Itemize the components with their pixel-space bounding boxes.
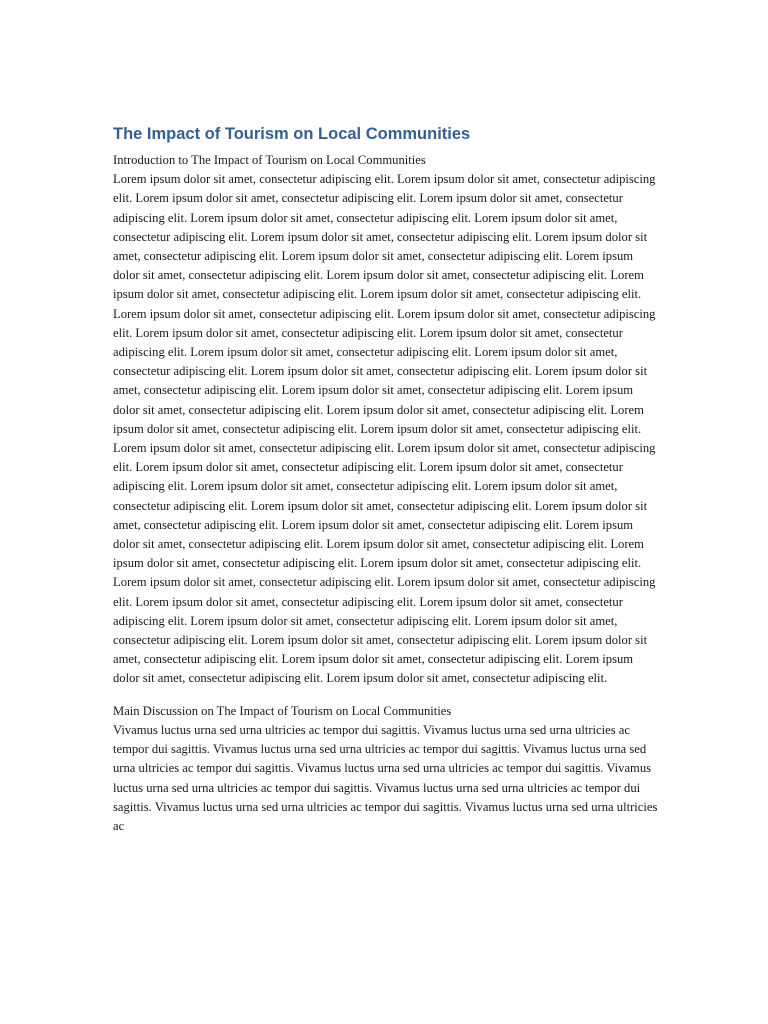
main-discussion-body: Vivamus luctus urna sed urna ultricies ac tempor dui sagittis. Vivamus luctus urna sed urna ultricies ac tempor dui sagittis. Vivamus luctus urna sed urna ultricies ac tempor dui sagittis. Vivamus luctus urna sed urna ultricies ac tempor dui sagittis. Vivamus luctus urna sed urna ultricies ac tempor dui sagittis. Vivamus luctus urna sed urna ultricies ac tempor dui sagittis. Vivamus luctus urna sed urna ultricies ac tempor dui sagittis. Vivamus luctus urna sed urna ultricies ac tempor dui sagittis. Vivamus luctus urna sed urna ultricies ac (113, 722, 658, 833)
section-spacer (113, 689, 658, 702)
intro-section (113, 151, 658, 689)
document-page (113, 123, 658, 836)
main-discussion-heading: Main Discussion on The Impact of Tourism on Local Communities (113, 703, 452, 718)
intro-body: Lorem ipsum dolor sit amet, consectetur adipiscing elit. Lorem ipsum dolor sit amet, consectetur adipiscing elit. Lorem ipsum dolor sit amet, consectetur adipiscing elit. Lorem ipsum dolor sit amet, consectetur adipiscing elit. Lorem ipsum dolor sit amet, consectetur adipiscing elit. Lorem ipsum dolor sit amet, consectetur adipiscing elit. Lorem ipsum dolor sit amet, consectetur adipiscing elit. Lorem ipsum dolor sit amet, consectetur adipiscing elit. Lorem ipsum dolor sit amet, consectetur adipiscing elit. Lorem ipsum dolor sit amet, consectetur adipiscing elit. Lorem ipsum dolor sit amet, consectetur adipiscing elit. Lorem ipsum dolor sit amet, consectetur adipiscing elit. Lorem ipsum dolor sit amet, consectetur adipiscing elit. Lorem ipsum dolor sit amet, consectetur adipiscing elit. Lorem ipsum dolor sit amet, consectetur adipiscing elit. Lorem ipsum dolor sit amet, consectetur adipiscing elit. Lorem ipsum dolor sit amet, consectetur adipiscing elit. Lorem ipsum dolor sit amet, consectetur adipiscing elit. Lorem ipsum dolor sit amet, consectetur adipiscing elit. Lorem ipsum dolor sit amet, consectetur adipiscing elit. Lorem ipsum dolor sit amet, consectetur adipiscing elit. Lorem ipsum dolor sit amet, consectetur adipiscing elit. Lorem ipsum dolor sit amet, consectetur adipiscing elit. Lorem ipsum dolor sit amet, consectetur adipiscing elit. Lorem ipsum dolor sit amet, consectetur adipiscing elit. Lorem ipsum dolor sit amet, consectetur adipiscing elit. Lorem ipsum dolor sit amet, consectetur adipiscing elit. Lorem ipsum dolor sit amet, consectetur adipiscing elit. Lorem ipsum dolor sit amet, consectetur adipiscing elit. Lorem ipsum dolor sit amet, consectetur adipiscing elit. Lorem ipsum dolor sit amet, consectetur adipiscing elit. Lorem ipsum dolor sit amet, consectetur adipiscing elit. Lorem ipsum dolor sit amet, consectetur adipiscing elit. Lorem ipsum dolor sit amet, consectetur adipiscing elit. Lorem ipsum dolor sit amet, consectetur adipiscing elit. Lorem ipsum dolor sit amet, consectetur adipiscing elit. Lorem ipsum dolor sit amet, consectetur adipiscing elit. Lorem ipsum dolor sit amet, consectetur adipiscing elit. Lorem ipsum dolor sit amet, consectetur adipiscing elit. Lorem ipsum dolor sit amet, consectetur adipiscing elit. Lorem ipsum dolor sit amet, consectetur adipiscing elit. Lorem ipsum dolor sit amet, consectetur adipiscing elit. Lorem ipsum dolor sit amet, consectetur adipiscing elit. Lorem ipsum dolor sit amet, consectetur adipiscing elit. Lorem ipsum dolor sit amet, consectetur adipiscing elit. Lorem ipsum dolor sit amet, consectetur adipiscing elit. Lorem ipsum dolor sit amet, consectetur adipiscing elit. Lorem ipsum dolor sit amet, consectetur adipiscing elit. Lorem ipsum dolor sit amet, consectetur adipiscing elit. Lorem ipsum dolor sit amet, consectetur adipiscing elit. (113, 172, 656, 686)
document-title: The Impact of Tourism on Local Communities (113, 125, 471, 143)
intro-heading: Introduction to The Impact of Tourism on Local Communities (113, 153, 426, 167)
main-discussion-section (113, 702, 658, 836)
